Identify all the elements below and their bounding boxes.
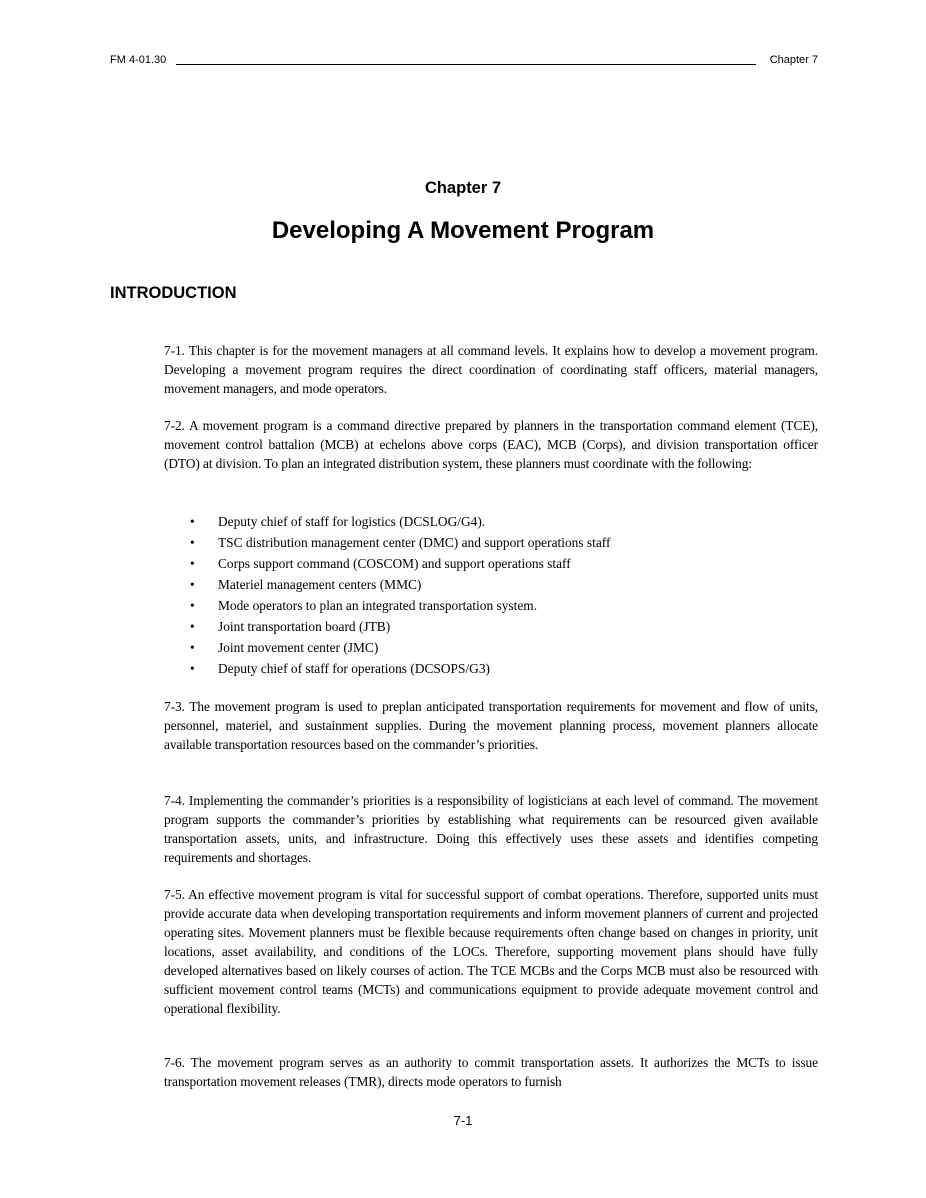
bullet-icon: •: [190, 619, 195, 634]
list-item-text: Corps support command (COSCOM) and support operations staff: [218, 556, 571, 571]
paragraph-7-5: [164, 885, 818, 1018]
paragraph-7-2-text: 7-2. A movement program is a command directive prepared by planners in the transportation command element (TCE), movement control battalion (MCB) at echelons above corps (EAC), MCB (Corps), and division transportation officer (DTO) at division. To plan an integrated distribution system, these planners must coordinate with the following:: [164, 418, 818, 471]
list-item-text: Deputy chief of staff for logistics (DCSLOG/G4).: [218, 514, 486, 529]
list-item-text: Materiel management centers (MMC): [218, 577, 422, 592]
list-item: [190, 511, 610, 532]
header-chapter-reference: Chapter 7: [769, 54, 818, 66]
list-item-text: Mode operators to plan an integrated transportation system.: [218, 598, 538, 613]
bullet-icon: •: [190, 577, 195, 592]
list-item: [190, 658, 610, 679]
paragraph-7-3: [164, 697, 818, 754]
list-item: [190, 616, 610, 637]
paragraph-7-5-text: 7-5. An effective movement program is vital for successful support of combat operations. Therefore, supported units must provide accurate data when developing transportation requirements and inform movement planners of current and projected operating sites. Movement planners must be flexible because requirements often change based on changes in priority, unit locations, asset availability, and conditions of the LOCs. Therefore, supporting movement plans should have fully developed alternatives based on likely courses of action. The TCE MCBs and the Corps MCB must also be resourced with sufficient movement control teams (MCTs) and communications equipment to provide adequate movement control and operational flexibility.: [164, 887, 818, 1016]
list-item: [190, 532, 610, 553]
list-item: [190, 595, 610, 616]
bullet-icon: •: [190, 514, 195, 529]
paragraph-7-1-text: 7-1. This chapter is for the movement managers at all command levels. It explains how to develop a movement program. Developing a movement program requires the direct coordination of coordinating staff officers, material managers, movement managers, and mode operators.: [164, 343, 818, 396]
paragraph-7-2: [164, 416, 818, 473]
section-heading-introduction: INTRODUCTION: [110, 284, 237, 302]
paragraph-7-1: [164, 341, 818, 398]
list-item: [190, 553, 610, 574]
bullet-icon: •: [190, 535, 195, 550]
list-item-text: Joint transportation board (JTB): [218, 619, 391, 634]
paragraph-7-4: [164, 791, 818, 867]
paragraph-7-6: [164, 1053, 818, 1091]
header-document-id: FM 4-01.30: [110, 54, 167, 66]
list-item-text: Joint movement center (JMC): [218, 640, 379, 655]
list-item-text: TSC distribution management center (DMC) and support operations staff: [218, 535, 611, 550]
list-item-text: Deputy chief of staff for operations (DCSOPS/G3): [218, 661, 490, 676]
bullet-icon: •: [190, 640, 195, 655]
bullet-icon: •: [190, 556, 195, 571]
list-item: [190, 574, 610, 595]
header-rule: [176, 64, 756, 65]
page-number: 7-1: [453, 1113, 473, 1128]
bullet-icon: •: [190, 598, 195, 613]
coordination-list: [190, 511, 610, 679]
paragraph-7-6-text: 7-6. The movement program serves as an authority to commit transportation assets. It authorizes the MCTs to issue transportation movement releases (TMR), directs mode operators to furnish: [164, 1055, 818, 1089]
paragraph-7-3-text: 7-3. The movement program is used to preplan anticipated transportation requirements for movement and flow of units, personnel, materiel, and sustainment supplies. During the movement planning process, movement planners allocate available transportation resources based on the commander’s priorities.: [164, 699, 818, 752]
running-header: [110, 52, 818, 68]
chapter-label: Chapter 7: [424, 179, 502, 197]
list-item: [190, 637, 610, 658]
bullet-icon: •: [190, 661, 195, 676]
chapter-title: Developing A Movement Program: [271, 217, 655, 244]
paragraph-7-4-text: 7-4. Implementing the commander’s priorities is a responsibility of logisticians at each level of command. The movement program supports the commander’s priorities by establishing what requirements can be resourced given available transportation assets, units, and infrastructure. Doing this effectively uses these assets and identifies competing requirements and shortages.: [164, 793, 818, 865]
